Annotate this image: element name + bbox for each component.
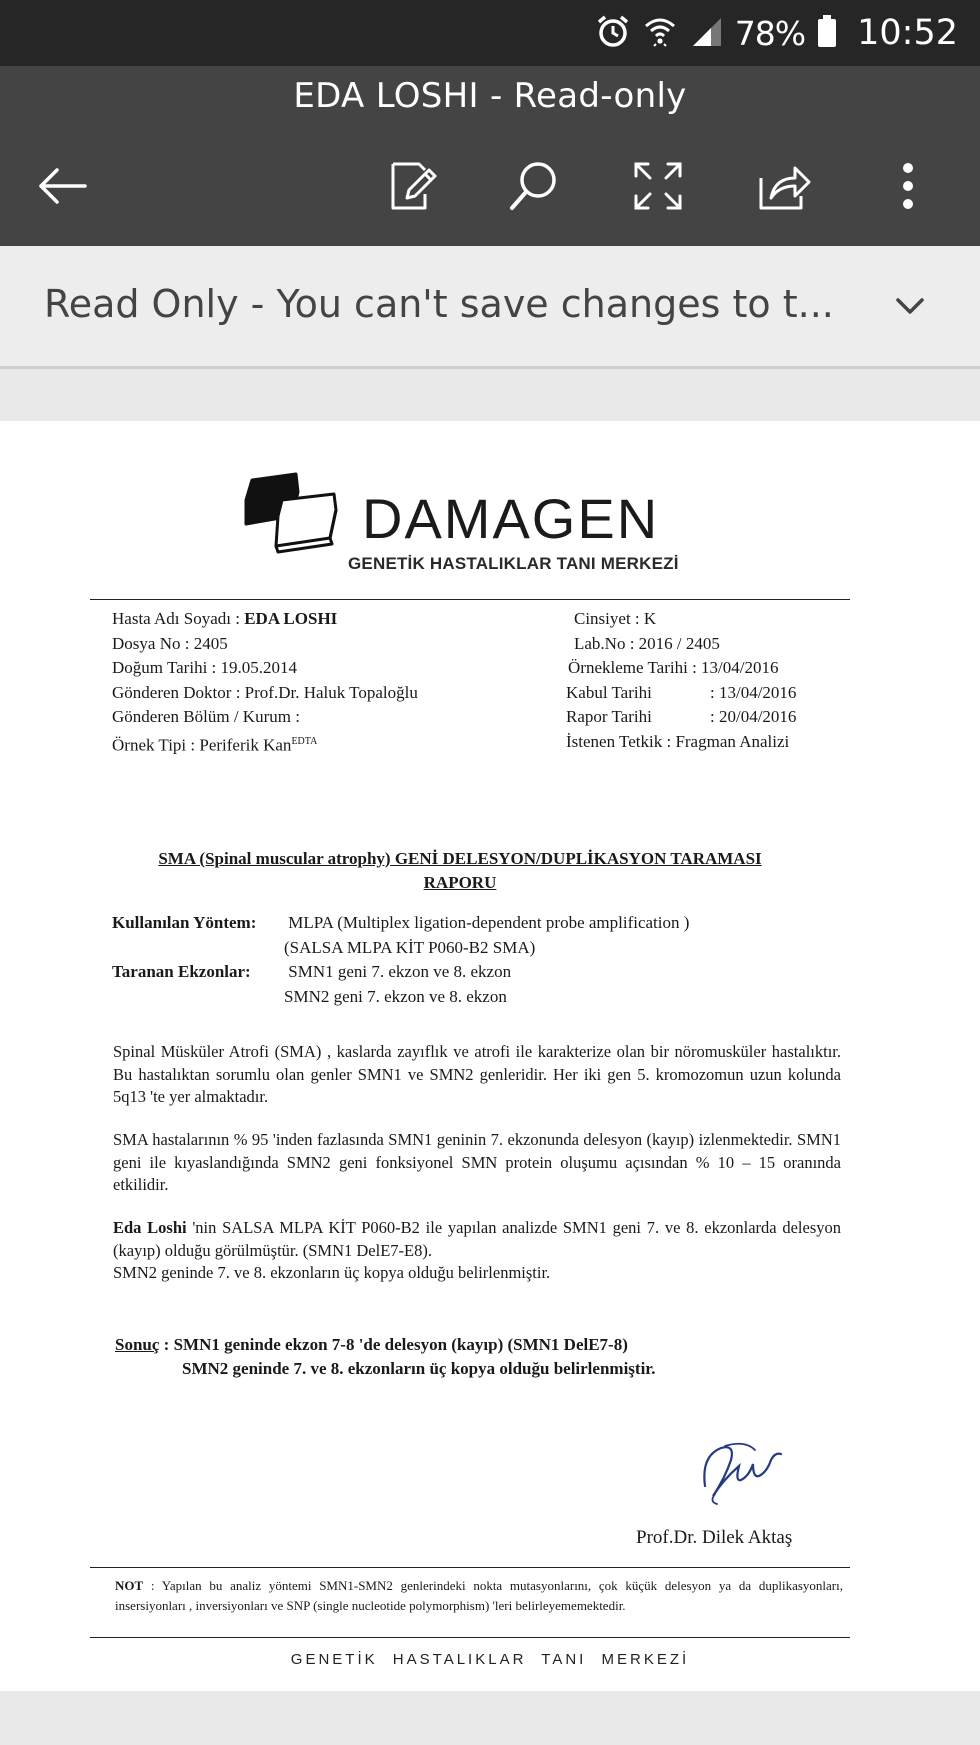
result-section: Sonuç : SMN1 geninde ekzon 7-8 'de delesyon (kayıp) (SMN1 DelE7-8) SMN2 geninde 7. ve 8. ekzonların üç kopya olduğu belirlenmiştir. [115,1335,656,1378]
disclaimer-note: NOT : Yapılan bu analiz yöntemi SMN1-SMN2 genlerindeki nokta mutasyonlarını, çok küçük delesyon ya da duplikasyonları, insersiyonları , inversiyonları ve SNP (single nucleotide polymorphism) 'leri belirleyememektedir. [115,1578,843,1613]
signer-name: Prof.Dr. Dilek Aktaş [636,1527,793,1548]
logo-subtitle: GENETİK HASTALIKLAR TANI MERKEZİ [348,554,679,573]
more-vertical-icon [900,160,916,212]
logo-mark-icon [238,472,348,582]
patient-info-right [566,607,796,754]
logo-wordmark: DAMAGEN [362,487,660,550]
banner-message: Read Only - You can't save changes to t... [44,282,834,326]
sampling-date-row: Örnekleme Tarihi : 13/04/2016 [568,658,779,677]
fullscreen-button[interactable] [626,154,690,218]
paragraph-sma-statistics: SMA hastalarının % 95 'inden fazlasında SMN1 geninin 7. ekzonunda delesyon (kayıp) izlenmektedir. SMN1 geni ile kıyaslandığında SMN2 geni fonksiyonel SMN protein oluşumu açısından % 10 – 15 oranında etkilidir. [113,1130,841,1194]
note-divider [90,1567,850,1568]
method-section: Kullanılan Yöntem: MLPA (Multiplex ligation-dependent probe amplification ) (SALSA MLPA KİT P060-B2 SMA) Taranan Ekzonlar: SMN1 geni 7. ekzon ve 8. ekzon SMN2 geni 7. ekzon ve 8. ekzon [112,913,690,1006]
header-divider [90,599,850,600]
result-label: Sonuç [115,1335,160,1354]
lab-no-row: Lab.No : 2016 / 2405 [574,633,720,653]
acceptance-date-row: Kabul Tarihi : 13/04/2016 [566,682,797,702]
back-arrow-icon [35,166,89,206]
more-options-button[interactable] [876,154,940,218]
clock: 10:52 [857,13,958,53]
sample-type-row: Örnek Tipi : Periferik Kan$^{EDTA}$ [112,735,318,755]
paragraph-analysis-finding: Eda Loshi 'nin SALSA MLPA KİT P060-B2 ile yapılan analizde SMN1 geni 7. ve 8. ekzonlarda delesyon (kayıp) olduğu görülmüştür. (SMN1 DelE7-E8). SMN2 geninde 7. ve 8. ekzonların üç kopya olduğu belirlenmiştir. [113,1218,841,1282]
signature-image [695,1436,785,1516]
search-button[interactable] [502,154,566,218]
signal-icon [689,14,723,52]
chevron-down-icon [894,296,926,316]
referring-department-row: Gönderen Bölüm / Kurum : [112,707,300,726]
read-only-banner[interactable] [0,246,980,369]
exons-label: Taranan Ekzonlar: [112,962,251,981]
method-label: Kullanılan Yöntem: [112,913,257,932]
footer-divider [90,1637,850,1638]
report-date-row: Rapor Tarihi : 20/04/2016 [566,707,797,726]
file-no-row: Dosya No : 2405 [112,633,228,653]
battery-icon [817,14,837,52]
document-title: EDA LOSHI - Read-only [293,76,687,116]
patient-name: EDA LOSHI [244,609,338,628]
paragraph-sma-definition: Spinal Müsküler Atrofi (SMA) , kaslarda zayıflık ve atrofi ile karakterize olan bir nöromusküler hastalıktır. Bu hastalıktan sorumlu olan genler SMN1 ve SMN2 genleridir. Her iki gen 5. kromozomun uzun kolunda 5q13 'te yer almaktadır. [113,1042,841,1106]
wifi-icon [643,14,677,52]
expand-icon [632,160,684,212]
battery-percent: 78% [734,13,806,53]
patient-name-inline: Eda Loshi [113,1218,187,1237]
status-icons [595,10,958,56]
edit-button[interactable] [380,154,444,218]
patient-name-row: Hasta Adı Soyadı : EDA LOSHI [112,609,338,628]
app-bar [0,66,980,246]
patient-info-left [112,607,418,758]
document-footer: GENETİK HASTALIKLAR TANI MERKEZİ [290,1651,690,1668]
gender-row: Cinsiyet : K [574,609,657,628]
search-icon [506,158,562,214]
share-icon [755,160,811,212]
damagen-logo [240,476,720,586]
back-button[interactable] [30,154,94,218]
referring-doctor-row: Gönderen Doktor : Prof.Dr. Haluk Topaloğlu [112,682,418,702]
birth-date-row: Doğum Tarihi : 19.05.2014 [112,658,298,677]
banner-expand-button[interactable] [888,284,932,328]
report-title: SMA (Spinal muscular atrophy) GENİ DELESYON/DUPLİKASYON TARAMASI RAPORU [158,849,762,892]
document-page[interactable] [0,421,980,1691]
page-gap [0,369,980,421]
status-bar [0,0,980,66]
requested-test-row: İstenen Tetkik : Fragman Analizi [566,731,790,751]
alarm-icon [595,13,631,53]
share-button[interactable] [751,154,815,218]
edit-document-icon [385,158,439,214]
bottom-area [0,1691,980,1745]
